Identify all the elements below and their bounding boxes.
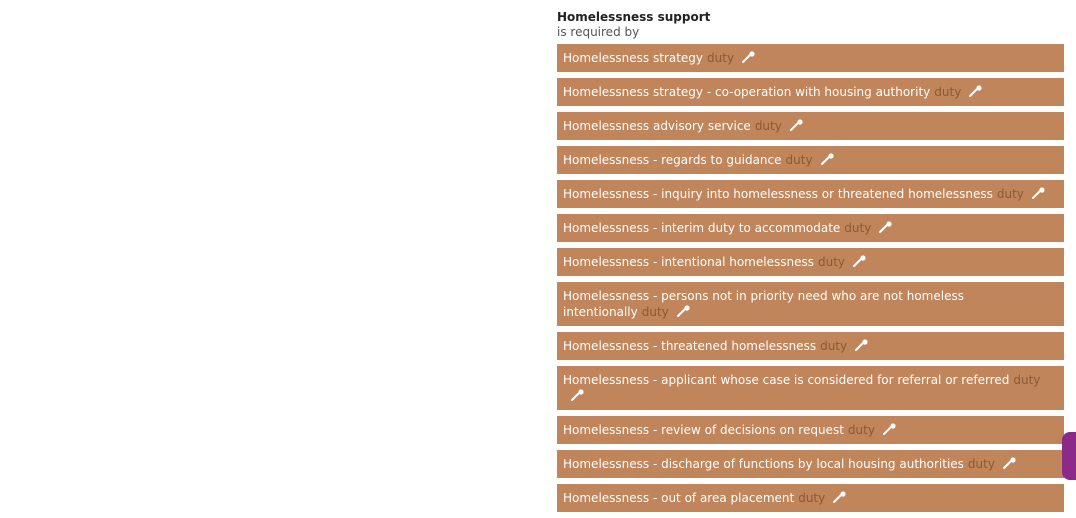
item-tag: duty bbox=[817, 255, 845, 269]
item-label: Homelessness - inquiry into homelessness or threatened homelessness bbox=[563, 187, 993, 201]
wrench-icon[interactable] bbox=[790, 119, 804, 131]
wrench-icon[interactable] bbox=[677, 305, 691, 317]
side-panel-tab[interactable] bbox=[1062, 432, 1076, 480]
item-tag: duty bbox=[785, 153, 813, 167]
item-tag: duty bbox=[641, 305, 669, 319]
item-tag: duty bbox=[967, 457, 995, 471]
list-item[interactable] bbox=[557, 214, 1064, 242]
wrench-icon[interactable] bbox=[883, 423, 897, 435]
list-item[interactable] bbox=[557, 146, 1064, 174]
item-label: Homelessness - discharge of functions by local housing authorities bbox=[563, 457, 964, 471]
item-label: Homelessness - review of decisions on request bbox=[563, 423, 844, 437]
item-tag: duty bbox=[847, 423, 875, 437]
list-item[interactable] bbox=[557, 416, 1064, 444]
wrench-icon[interactable] bbox=[742, 51, 756, 63]
item-tag: duty bbox=[820, 339, 848, 353]
item-label: Homelessness strategy - co-operation with housing authority bbox=[563, 85, 931, 99]
item-label: Homelessness advisory service bbox=[563, 119, 751, 133]
wrench-icon[interactable] bbox=[855, 339, 869, 351]
item-tag: duty bbox=[934, 85, 962, 99]
requirements-panel bbox=[557, 10, 1064, 518]
list-item[interactable] bbox=[557, 450, 1064, 478]
item-tag: duty bbox=[1013, 373, 1041, 387]
item-label: Homelessness - regards to guidance bbox=[563, 153, 782, 167]
list-item[interactable] bbox=[557, 366, 1064, 410]
item-tag: duty bbox=[996, 187, 1024, 201]
wrench-icon[interactable] bbox=[821, 153, 835, 165]
wrench-icon[interactable] bbox=[1032, 187, 1046, 199]
item-tag: duty bbox=[844, 221, 872, 235]
list-item[interactable] bbox=[557, 484, 1064, 512]
list-item[interactable] bbox=[557, 248, 1064, 276]
item-tag: duty bbox=[707, 51, 735, 65]
item-label: Homelessness - intentional homelessness bbox=[563, 255, 814, 269]
wrench-icon[interactable] bbox=[833, 491, 847, 503]
list-item[interactable] bbox=[557, 282, 1064, 326]
wrench-icon[interactable] bbox=[853, 255, 867, 267]
item-label: Homelessness strategy bbox=[563, 51, 704, 65]
list-item[interactable] bbox=[557, 78, 1064, 106]
list-item[interactable] bbox=[557, 112, 1064, 140]
item-label: Homelessness - threatened homelessness bbox=[563, 339, 817, 353]
item-tag: duty bbox=[754, 119, 782, 133]
panel-title: Homelessness support bbox=[557, 10, 711, 24]
wrench-icon[interactable] bbox=[1003, 457, 1017, 469]
item-label: Homelessness - persons not in priority need who are not homeless intentionally bbox=[563, 289, 964, 319]
wrench-icon[interactable] bbox=[879, 221, 893, 233]
wrench-icon[interactable] bbox=[969, 85, 983, 97]
list-item[interactable] bbox=[557, 180, 1064, 208]
wrench-icon[interactable] bbox=[571, 389, 585, 401]
item-label: Homelessness - interim duty to accommodate bbox=[563, 221, 841, 235]
item-label: Homelessness - applicant whose case is considered for referral or referred bbox=[563, 373, 1010, 387]
list-item[interactable] bbox=[557, 44, 1064, 72]
panel-subtitle: is required by bbox=[557, 25, 640, 39]
list-item[interactable] bbox=[557, 332, 1064, 360]
item-tag: duty bbox=[798, 491, 826, 505]
item-label: Homelessness - out of area placement bbox=[563, 491, 795, 505]
